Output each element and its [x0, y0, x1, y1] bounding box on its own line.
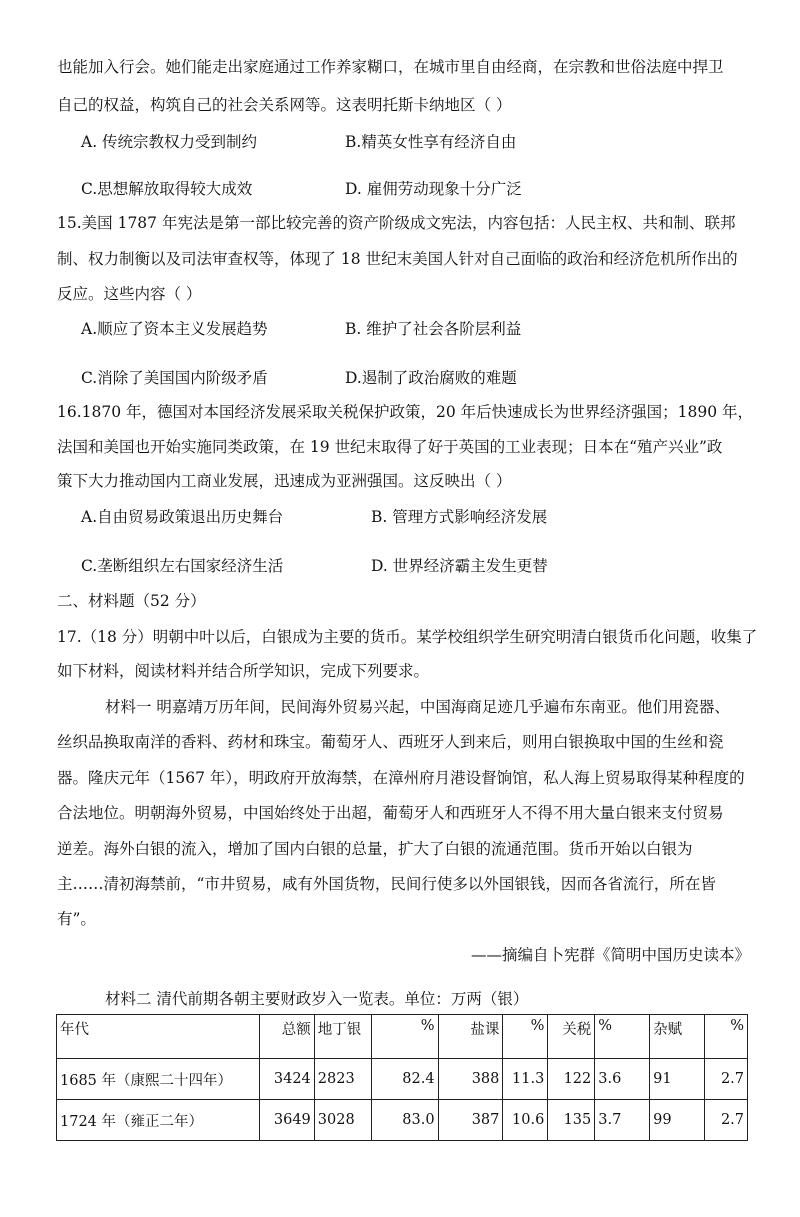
q14-option-a[interactable]: A. 传统宗教权力受到制约	[81, 133, 258, 151]
table-cell: 91	[650, 1059, 705, 1100]
q15-text-line-2: 制、权力制衡以及司法审查权等，体现了 18 世纪末美国人针对自己面临的政治和经济危机所作出的	[57, 250, 738, 268]
revenue-table	[56, 1014, 748, 1141]
q17-text-line-1: 17.（18 分）明朝中叶以后，白银成为主要的货币。某学校组织学生研究明清白银货币化问题，收集了	[57, 628, 758, 646]
table-row	[57, 1059, 748, 1100]
table-cell: 3.7	[595, 1100, 650, 1141]
header-cell: 总额	[259, 1015, 314, 1059]
table-cell: 83.0	[371, 1100, 438, 1141]
table-cell: 122	[548, 1059, 595, 1100]
table-cell: 99	[650, 1100, 705, 1141]
q16-option-b[interactable]: B. 管理方式影响经济发展	[371, 508, 548, 526]
header-cell: %	[595, 1015, 650, 1059]
table-cell: 3649	[259, 1100, 314, 1141]
material1-line-1: 材料一 明嘉靖万历年间，民间海外贸易兴起，中国海商足迹几乎遍布东南亚。他们用瓷器、	[105, 698, 730, 716]
table-header-row	[57, 1015, 748, 1059]
table-cell: 388	[438, 1059, 503, 1100]
table-cell: 3424	[259, 1059, 314, 1100]
q15-option-a[interactable]: A.顺应了资本主义发展趋势	[81, 320, 268, 338]
q15-text-line-3: 反应。这些内容（ ）	[57, 285, 202, 303]
table-cell: 3028	[314, 1100, 371, 1141]
table-row	[57, 1100, 748, 1141]
material1-line-5: 逆差。海外白银的流入，增加了国内白银的总量，扩大了白银的流通范围。货币开始以白银为	[57, 840, 693, 858]
q16-text-line-3: 策下大力推动国内工商业发展，迅速成为亚洲强国。这反映出（ ）	[57, 472, 512, 490]
material1-line-3: 器。隆庆元年（1567 年），明政府开放海禁，在漳州府月港设督饷馆，私人海上贸易取得某种程度的	[57, 769, 745, 787]
q16-option-d[interactable]: D. 世界经济霸主发生更替	[371, 557, 548, 575]
table-cell: 2.7	[704, 1100, 747, 1141]
q14-option-b[interactable]: B.精英女性享有经济自由	[345, 133, 517, 151]
table-cell: 1724 年（雍正二年）	[57, 1100, 260, 1141]
header-cell: 地丁银	[314, 1015, 371, 1059]
header-cell: 盐课	[438, 1015, 503, 1059]
q17-text-line-2: 如下材料，阅读材料并结合所学知识，完成下列要求。	[57, 662, 430, 680]
header-cell: %	[503, 1015, 548, 1059]
header-cell: 年代	[57, 1015, 260, 1059]
q15-option-b[interactable]: B. 维护了社会各阶层利益	[345, 320, 522, 338]
table-cell: 135	[548, 1100, 595, 1141]
table-cell: 3.6	[595, 1059, 650, 1100]
material1-line-7: 有”。	[57, 910, 96, 928]
material2-caption: 材料二 清代前期各朝主要财政岁入一览表。单位：万两（银）	[105, 990, 529, 1008]
table-cell: 1685 年（康熙二十四年）	[57, 1059, 260, 1100]
section-2-title: 二、材料题（52 分）	[57, 592, 206, 610]
header-cell: %	[704, 1015, 747, 1059]
material1-line-6: 主……清初海禁前，“市井贸易，咸有外国货物，民间行使多以外国银钱，因而各省流行，所在皆	[57, 875, 716, 893]
table-cell: 2823	[314, 1059, 371, 1100]
q16-text-line-2: 法国和美国也开始实施同类政策，在 19 世纪末取得了好于英国的工业表现；日本在“殖产兴业”政	[57, 438, 723, 456]
table-cell: 10.6	[503, 1100, 548, 1141]
header-cell: 杂赋	[650, 1015, 705, 1059]
header-cell: %	[371, 1015, 438, 1059]
q15-option-d[interactable]: D.遏制了政治腐败的难题	[345, 369, 517, 387]
material1-source: ——摘编自卜宪群《简明中国历史读本》	[470, 946, 750, 964]
q15-option-c[interactable]: C.消除了美国国内阶级矛盾	[81, 369, 268, 387]
q16-option-a[interactable]: A.自由贸易政策退出历史舞台	[81, 508, 284, 526]
q14-text-line-1: 也能加入行会。她们能走出家庭通过工作养家糊口，在城市里自由经商，在宗教和世俗法庭中捍卫	[57, 58, 724, 76]
q14-option-c[interactable]: C.思想解放取得较大成效	[81, 180, 253, 198]
q16-option-c[interactable]: C.垄断组织左右国家经济生活	[81, 557, 284, 575]
material1-line-4: 合法地位。明朝海外贸易，中国始终处于出超，葡萄牙人和西班牙人不得不用大量白银来支付贸易	[57, 804, 724, 822]
table-cell: 11.3	[503, 1059, 548, 1100]
q16-text-line-1: 16.1870 年，德国对本国经济发展采取关税保护政策，20 年后快速成长为世界经济强国；1890 年，	[57, 403, 754, 421]
q15-text-line-1: 15.美国 1787 年宪法是第一部比较完善的资产阶级成文宪法，内容包括：人民主权、共和制、联邦	[57, 214, 736, 232]
q14-text-line-2: 自己的权益，构筑自己的社会关系网等。这表明托斯卡纳地区（ ）	[57, 96, 512, 114]
table-cell: 387	[438, 1100, 503, 1141]
header-cell: 关税	[548, 1015, 595, 1059]
table-cell: 82.4	[371, 1059, 438, 1100]
material1-line-2: 丝织品换取南洋的香料、药材和珠宝。葡萄牙人、西班牙人到来后，则用白银换取中国的生丝和瓷	[57, 733, 724, 751]
table-cell: 2.7	[704, 1059, 747, 1100]
q14-option-d[interactable]: D. 雇佣劳动现象十分广泛	[345, 180, 522, 198]
